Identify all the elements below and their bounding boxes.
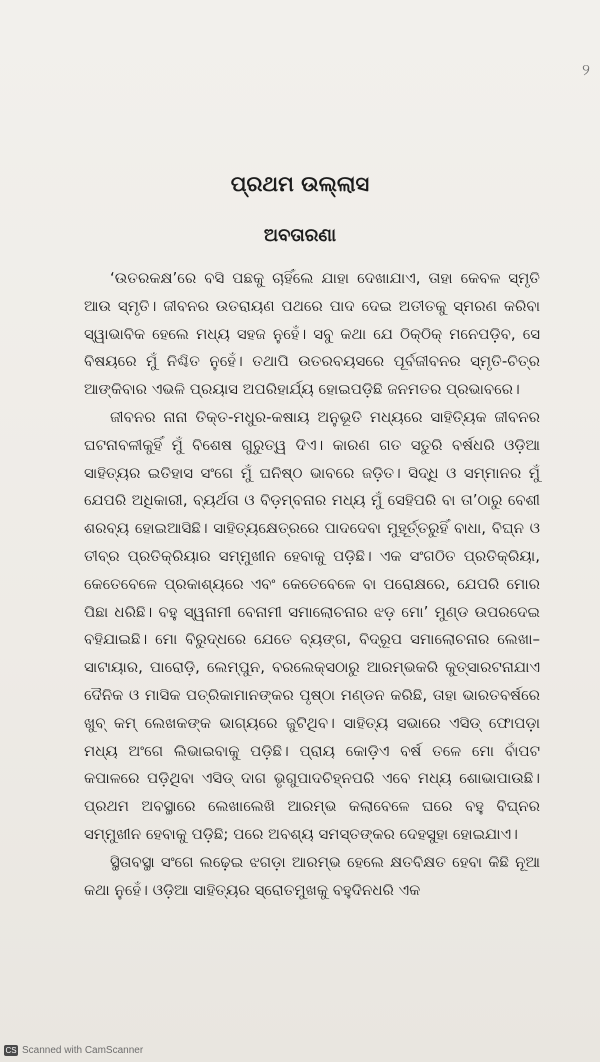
page-corner-mark: ୨ bbox=[582, 60, 590, 79]
scanner-watermark bbox=[4, 1045, 143, 1056]
scanner-label: Scanned with CamScanner bbox=[22, 1045, 144, 1056]
page-body bbox=[84, 265, 540, 904]
camscanner-icon: CS bbox=[5, 1046, 17, 1055]
paragraph: ଜୀବନର ନାନା ତିକ୍ତ-ମଧୁର-କଷାୟ ଅନୁଭୂତି ମଧ୍ୟରେ ସାହିତ୍ୟିକ ଜୀବନର ଘଟନାବଳୀକୁହିଁ ମୁଁ ବିଶେଷ ଗୁରୁତ୍ୱ ଦିଏ। କାରଣ ଗତ ସତୁରି ବର୍ଷଧରି ଓଡ଼ିଆ ସାହିତ୍ୟର ଇତିହାସ ସଂଗେ ମୁଁ ଘନିଷ୍ଠ ଭାବରେ ଜଡ଼ିତ। ସିଦ୍ଧି ଓ ସମ୍ମାନର ମୁଁ ଯେପରି ଅଧିକାରୀ, ବ୍ୟର୍ଥତା ଓ ବିଡ଼ମ୍ବନାର ମଧ୍ୟ ମୁଁ ସେହିପରି ବା ତା’ଠାରୁ ବେଶୀ ଶରବ୍ୟ ହୋଇଆସିଛି। ସାହିତ୍ୟକ୍ଷେତ୍ରରେ ପାଦଦେବା ମୁହୂର୍ତ୍ତରୁହିଁ ବାଧା, ବିଘ୍ନ ଓ ତୀବ୍ର ପ୍ରତିକ୍ରିୟାର ସମ୍ମୁଖୀନ ହେବାକୁ ପଡ଼ିଛି। ଏକ ସଂଗଠିତ ପ୍ରତିକ୍ରିୟା, କେତେବେଳେ ପ୍ରକାଶ୍ୟରେ ଏବଂ କେତେବେଳେ ବା ପରୋକ୍ଷରେ, ଯେପରି ମୋର ପିଛା ଧରିଛି। ବହୁ ସ୍ୱନାମୀ ବେନାମୀ ସମାଲୋଚନାର ଝଡ଼ ମୋ’ ମୁଣ୍ଡ ଉପରଦେଇ ବହିଯାଇଛି। ମୋ ବିରୁଦ୍ଧରେ ଯେତେ ବ୍ୟଙ୍ଗ, ବିଦ୍ରୂପ ସମାଲୋଚନାର ଲେଖା– ସାଟାୟାର, ପାରୋଡ଼ି, ଲେମ୍ପୁନ, ବରଲେକ୍‌ସଠାରୁ ଆରମ୍ଭକରି କୁତ୍ସାରଟନାଯାଏ ଦୈନିକ ଓ ମାସିକ ପତ୍ରିକାମାନଙ୍କର ପୃଷ୍ଠା ମଣ୍ଡନ କରିଛି, ତାହା ଭାରତବର୍ଷରେ ଖୁବ୍ କମ୍ ଲେଖକଙ୍କ ଭାଗ୍ୟରେ ଜୁଟିଥିବ। ସାହିତ୍ୟ ସଭାରେ ଏସିଡ୍ ଫୋପଡ଼ା ମଧ୍ୟ ଅଂଗେ ଲିଭାଇବାକୁ ପଡ଼ିଛି। ପ୍ରାୟ କୋଡ଼ିଏ ବର୍ଷ ତଳେ ମୋ ବାଁପଟ କପାଳରେ ପଡ଼ିଥିବା ଏସିଡ୍ ଦାଗ ଭୃଗୁପାଦଚିହ୍ନପରି ଏବେ ମଧ୍ୟ ଶୋଭାପାଉଛି। ପ୍ରଥମ ଅବସ୍ଥାରେ ଲେଖାଲେଖି ଆରମ୍ଭ କଲାବେଳେ ଘରେ ବହୁ ବିଘ୍ନର ସମ୍ମୁଖୀନ ହେବାକୁ ପଡ଼ିଛି; ପରେ ଅବଶ୍ୟ ସମସ୍ତଙ୍କର ଦେହସୁହା ହୋଇଯାଏ। bbox=[84, 407, 540, 843]
paragraph: ‘ଉତରକକ୍ଷ’ରେ ବସି ପଛକୁ ଚାହିଁଲେ ଯାହା ଦେଖାଯାଏ, ତାହା କେବଳ ସ୍ମୃତି ଆଉ ସ୍ମୃତି। ଜୀବନର ଉତରାୟଣ ପଥରେ ପାଦ ଦେଇ ଅତୀତକୁ ସ୍ମରଣ କରିବା ସ୍ୱାଭାବିକ ହେଲେ ମଧ୍ୟ ସହଜ ନୁହେଁ। ସବୁ କଥା ଯେ ଠିକ୍‌ଠିକ୍ ମନେପଡ଼ିବ, ସେ ବିଷୟରେ ମୁଁ ନିଶ୍ଚିତ ନୁହେଁ। ତଥାପି ଉତରବୟସରେ ପୂର୍ବଜୀବନର ସ୍ମୃତି-ଚିତ୍ର ଆଙ୍କିବାର ଏଭଳି ପ୍ରୟାସ ଅପରିହାର୍ଯ୍ୟ ହୋଇପଡ଼ିଛି ଜନମତର ପ୍ରଭାବରେ। bbox=[84, 269, 540, 399]
chapter-title: ପ୍ରଥମ ଉଲ୍ଲାସ bbox=[230, 172, 370, 196]
paragraph: ସ୍ଥିତାବସ୍ଥା ସଂଗେ ଲଢ଼େଇ ଝଗଡ଼ା ଆରମ୍ଭ ହେଲେ କ୍ଷତବିକ୍ଷତ ହେବା କିଛି ନୂଆ କଥା ନୁହେଁ। ଓଡ଼ିଆ ସାହିତ୍ୟର ସ୍ରୋତମୁଖକୁ ବହୁଦିନଧରି ଏକ bbox=[84, 852, 540, 899]
section-subtitle: ଅବତାରଣା bbox=[263, 225, 337, 246]
